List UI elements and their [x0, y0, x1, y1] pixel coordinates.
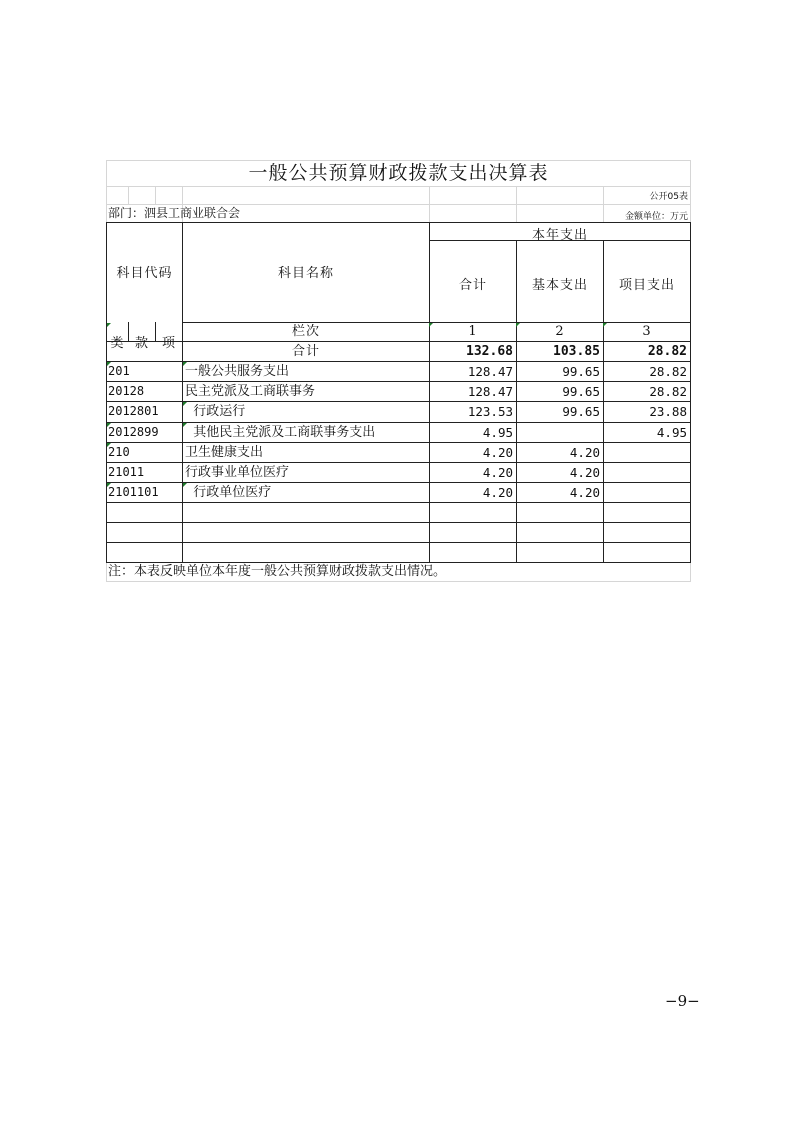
row-basic — [517, 423, 603, 442]
header-total: 合计 — [458, 278, 487, 292]
row-total: 128.47 — [467, 364, 513, 379]
cell-flag-icon — [183, 423, 187, 427]
row-code: 210 — [108, 445, 130, 459]
row-project — [604, 463, 690, 482]
row-total: 4.20 — [482, 485, 513, 500]
row-name: 一般公共服务支出 — [185, 364, 290, 379]
header-code-group: 科目代码 — [116, 266, 173, 280]
header-project: 项目支出 — [618, 278, 675, 292]
form-code: 公开05表 — [649, 192, 688, 202]
total-row-project: 28.82 — [647, 344, 687, 359]
cell-flag-icon — [603, 323, 607, 327]
index-row-label: 栏次 — [291, 324, 320, 339]
row-name: 卫生健康支出 — [185, 445, 264, 460]
cell-flag-icon — [429, 323, 433, 327]
row-code: 20128 — [108, 384, 145, 398]
header-name: 科目名称 — [277, 266, 334, 280]
cell-flag-icon — [516, 323, 520, 327]
row-basic: 4.20 — [569, 465, 600, 480]
page-number: −9− — [665, 992, 700, 1010]
unit-label: 金额单位：万元 — [624, 212, 688, 222]
row-code: 201 — [108, 364, 130, 378]
cell-flag-icon — [107, 423, 111, 427]
cell-flag-icon — [107, 483, 111, 487]
cell-flag-icon — [107, 362, 111, 366]
index-col-3: 3 — [642, 324, 652, 339]
row-name: 行政单位医疗 — [185, 485, 272, 500]
row-project: 28.82 — [649, 384, 687, 399]
row-total: 128.47 — [467, 384, 513, 399]
row-basic: 4.20 — [569, 485, 600, 500]
row-project — [604, 483, 690, 502]
cell-flag-icon — [107, 443, 111, 447]
header-basic: 基本支出 — [531, 278, 588, 292]
total-row-basic: 103.85 — [553, 344, 600, 359]
department-label: 部门：泗县工商业联合会 — [108, 206, 241, 220]
row-code: 2012801 — [108, 404, 159, 418]
row-project: 4.95 — [656, 425, 687, 440]
total-row-label: 合计 — [291, 344, 320, 359]
row-name: 行政事业单位医疗 — [185, 465, 290, 480]
row-basic: 4.20 — [569, 445, 600, 460]
row-total: 123.53 — [467, 404, 513, 419]
row-code: 21011 — [108, 465, 145, 479]
header-year-group: 本年支出 — [531, 228, 588, 240]
row-total: 4.20 — [482, 445, 513, 460]
index-col-2: 2 — [555, 324, 565, 339]
table-note: 注：本表反映单位本年度一般公共预算财政拨款支出情况。 — [108, 564, 447, 579]
index-col-1: 1 — [468, 324, 478, 339]
row-basic: 99.65 — [562, 384, 600, 399]
row-basic: 99.65 — [562, 404, 600, 419]
header-lei: 类 — [110, 336, 125, 350]
cell-flag-icon — [183, 362, 187, 366]
row-code: 2101101 — [108, 485, 159, 499]
table-title: 一般公共预算财政拨款支出决算表 — [248, 162, 549, 184]
header-kuan: 款 — [134, 336, 149, 350]
row-total: 4.95 — [482, 425, 513, 440]
header-xiang: 项 — [161, 336, 176, 350]
row-project — [604, 443, 690, 462]
total-row-total: 132.68 — [466, 344, 513, 359]
row-project: 23.88 — [649, 404, 687, 419]
row-name: 行政运行 — [185, 404, 246, 419]
budget-table — [106, 160, 691, 582]
row-name: 其他民主党派及工商联事务支出 — [185, 425, 376, 440]
cell-flag-icon — [183, 402, 187, 406]
row-basic: 99.65 — [562, 364, 600, 379]
row-total: 4.20 — [482, 465, 513, 480]
cell-flag-icon — [107, 323, 111, 327]
row-project: 28.82 — [649, 364, 687, 379]
row-name: 民主党派及工商联事务 — [185, 384, 316, 399]
row-code: 2012899 — [108, 425, 159, 439]
cell-flag-icon — [183, 483, 187, 487]
